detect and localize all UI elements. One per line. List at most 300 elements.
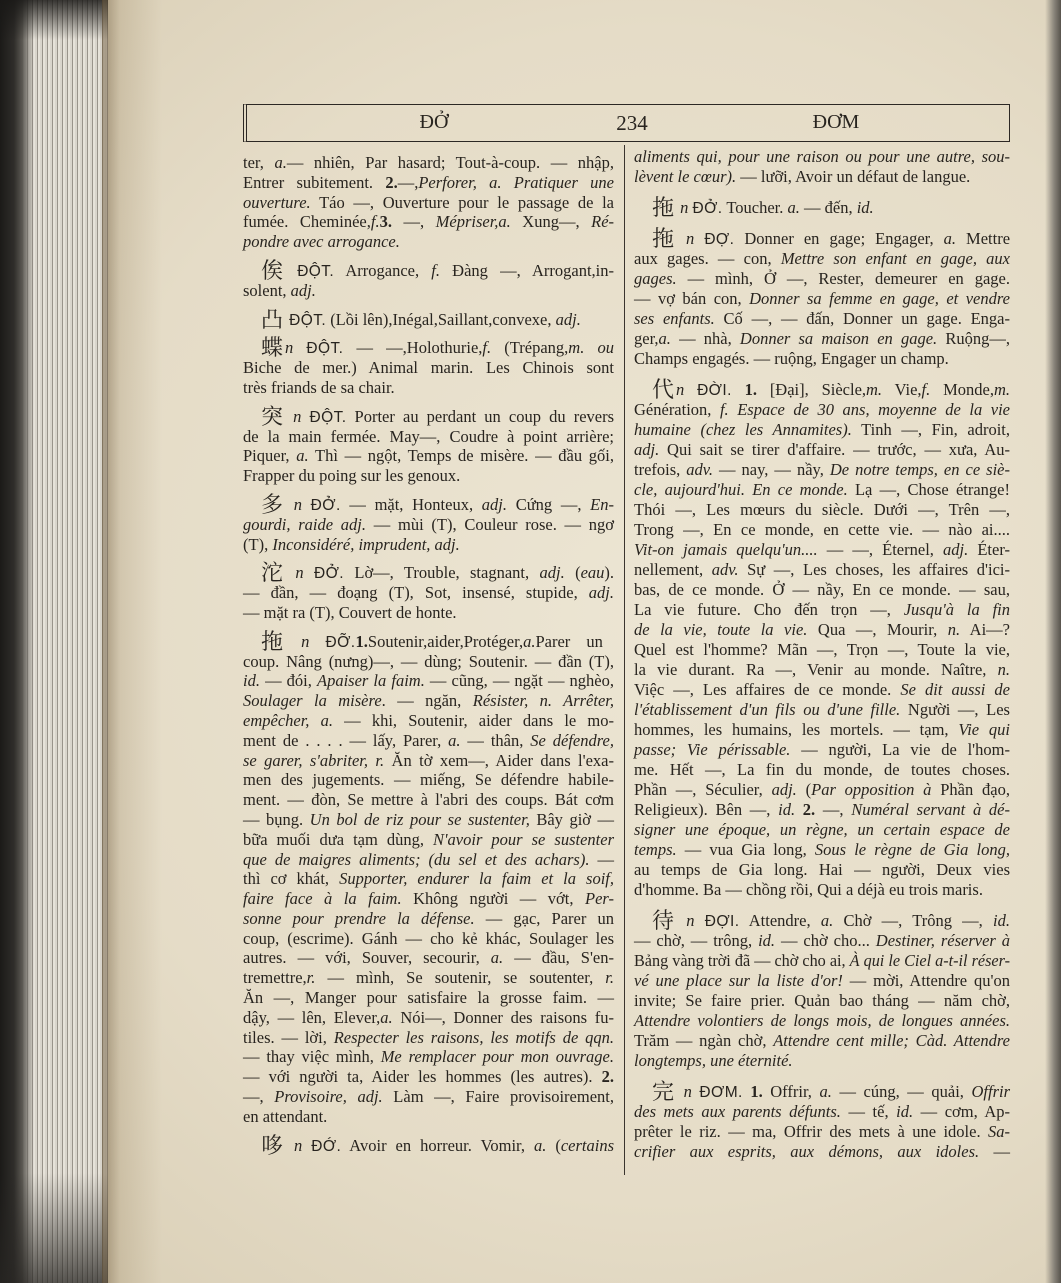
italic-text: que de maigres aliments; (du sel et des achars). xyxy=(243,849,590,869)
italic-text: a. xyxy=(533,1135,547,1155)
headword: ĐỞ. xyxy=(314,565,345,583)
italic-text: Perforer, a. Pratiquer une xyxy=(418,172,614,192)
headword: ĐỘT. xyxy=(306,340,344,358)
line-text xyxy=(261,306,581,332)
headword: ĐỜI. xyxy=(697,382,732,399)
text-line xyxy=(634,1011,1010,1031)
line-text xyxy=(634,740,1010,760)
text-line xyxy=(634,440,1010,460)
text-line xyxy=(243,909,614,929)
roman-text: thì cơ khát, xyxy=(243,869,340,889)
text-line xyxy=(243,560,615,586)
roman-text: Piquer, xyxy=(243,446,297,466)
italic-text: a. xyxy=(523,631,536,651)
italic-text: l'établissement d'un fils ou d'une fille. xyxy=(634,700,901,719)
text-line xyxy=(634,269,1010,289)
italic-text: Attendre volontiers de longs mois, de longues années. xyxy=(634,1011,1010,1030)
text-line xyxy=(634,289,1010,309)
line-text xyxy=(261,403,615,429)
italic-text: Donner sa femme en gage, et vendre xyxy=(749,289,1010,308)
line-text xyxy=(243,691,614,711)
italic-text: a. xyxy=(787,198,800,217)
text-line xyxy=(243,628,614,654)
line-text xyxy=(634,1122,1010,1142)
text-line xyxy=(243,212,614,232)
page-number: 234 xyxy=(616,111,648,135)
roman-text: — bụng. xyxy=(243,809,310,829)
text-line xyxy=(243,466,614,486)
text-line xyxy=(634,420,1010,440)
text-line xyxy=(243,446,614,466)
roman-text xyxy=(676,911,686,930)
italic-text: f. xyxy=(431,260,441,280)
roman-text: Đàng —, Arrogant,in- xyxy=(440,260,614,280)
italic-text: adj. xyxy=(555,309,581,329)
italic-text: adj. xyxy=(771,780,797,799)
roman-text: Porter au perdant un coup du revers xyxy=(346,406,615,426)
roman-text: Thói —, Les mœurs du siècle. Dưới —, Trên —, xyxy=(634,500,1010,519)
italic-text: Offrir xyxy=(971,1082,1011,1101)
line-text xyxy=(243,988,614,1008)
text-line xyxy=(634,1142,1010,1162)
roman-text xyxy=(676,229,686,248)
text-line xyxy=(634,147,1010,167)
headword: ĐỘT. xyxy=(309,408,347,426)
roman-text: en attendant. xyxy=(243,1106,328,1126)
roman-text: Donner en gage; Engager, xyxy=(734,229,944,248)
italic-text: a. xyxy=(380,1007,393,1027)
sense-number: 2. xyxy=(601,1067,614,1087)
text-line xyxy=(634,1122,1010,1142)
roman-text: — mời, Attendre qu'on xyxy=(842,971,1010,990)
headword: ĐỢ. xyxy=(704,231,735,248)
text-line xyxy=(634,760,1010,780)
roman-text: Cố —, — đấn, Donner un gage. Enga- xyxy=(714,309,1010,328)
roman-text: Religieux). Bên —, xyxy=(634,800,779,819)
italic-text: vé une place sur la liste d'or! xyxy=(634,971,843,990)
line-text xyxy=(243,193,614,213)
roman-text: Génération, xyxy=(634,400,720,419)
italic-text: Apaiser la faim. xyxy=(317,671,425,691)
line-text xyxy=(243,671,614,691)
italic-text: certains xyxy=(560,1135,615,1155)
line-text xyxy=(243,358,614,378)
roman-text: solent, xyxy=(243,280,291,300)
line-text xyxy=(634,520,1010,540)
italic-text: Soulager la misère xyxy=(243,691,382,711)
text-line xyxy=(634,991,1010,1011)
headword: ĐỞ. xyxy=(310,496,341,514)
roman-text: Arrogance, xyxy=(334,260,432,280)
line-text xyxy=(634,1051,793,1071)
text-line xyxy=(634,400,1010,420)
roman-text: d'homme. Ba — chồng rồi, Qui a déjà eu trois maris. xyxy=(634,880,983,899)
dictionary-entry xyxy=(243,306,614,332)
roman-text xyxy=(732,380,745,399)
italic-text: Inconsidéré, imprudent, adj. xyxy=(272,534,460,554)
line-text xyxy=(634,1031,1010,1051)
italic-text: aliments qui, pour une raison ou pour une autre, sou- xyxy=(634,147,1010,166)
roman-text: Champs engagés. — ruộng, Engager un champ. xyxy=(634,349,949,368)
roman-text: Xung—, xyxy=(510,212,592,232)
roman-text: Frapper du poing sur les genoux. xyxy=(243,466,461,486)
text-line xyxy=(243,929,614,949)
text-line xyxy=(634,500,1010,520)
roman-text: — mùi (T), Couleur rose. — ngơ xyxy=(366,514,615,534)
italic-text: sonne pour prendre la défense. xyxy=(243,908,475,928)
text-line xyxy=(634,840,1010,860)
italic-text: adj. xyxy=(539,563,565,583)
roman-text xyxy=(795,800,803,819)
line-text xyxy=(243,153,614,173)
text-line xyxy=(243,378,614,398)
roman-text: — xyxy=(979,1142,1011,1161)
text-line xyxy=(243,869,614,889)
italic-text: signer une époque, un règne, un certain espace de xyxy=(634,820,1010,839)
italic-text: Se dit aussi de xyxy=(900,680,1010,699)
roman-text: . — ngăn, xyxy=(381,691,473,711)
text-line xyxy=(634,860,1010,880)
italic-text: a. xyxy=(274,153,287,172)
line-text xyxy=(243,212,614,232)
dictionary-entry xyxy=(634,377,1010,900)
italic-text: gourdi, raide adj. xyxy=(243,514,367,534)
roman-text: La vie future. Cho đến trọn —, xyxy=(634,600,904,619)
italic-text: id. xyxy=(896,1102,914,1121)
roman-text: —, xyxy=(243,1087,275,1107)
roman-text: bữa muối dưa tạm dùng, xyxy=(243,829,434,849)
italic-text: adv. xyxy=(711,560,739,579)
text-line xyxy=(243,751,614,771)
line-text xyxy=(634,931,1010,951)
roman-text: — lưỡi, Avoir un défaut de langue. xyxy=(736,167,971,186)
italic-text: ouverture. xyxy=(243,192,311,212)
italic-text: id. xyxy=(243,671,260,691)
roman-text: — nhiên, Par hasard; Tout-à-coup. — nhập, xyxy=(286,153,614,172)
headword: ĐỞ. xyxy=(692,200,723,217)
italic-text: f. xyxy=(482,338,492,358)
sense-number: 1. xyxy=(744,380,757,399)
headword: ĐỚ. xyxy=(311,1137,342,1155)
italic-text: Ré- xyxy=(591,212,615,232)
text-line xyxy=(634,820,1010,840)
roman-text: Offrir, xyxy=(762,1082,820,1101)
roman-text: men des jugements. — miếng, Se défendre habile- xyxy=(243,770,614,790)
roman-text: Trăm — ngàn chờ, xyxy=(634,1031,774,1050)
text-line xyxy=(243,491,614,517)
line-text xyxy=(243,1067,614,1087)
roman-text: — —, Éternel, xyxy=(817,540,944,559)
text-line xyxy=(243,335,614,361)
roman-text: — người, La vie de l'hom- xyxy=(790,740,1010,759)
line-text xyxy=(634,500,1010,520)
roman-text: fumée. Cheminée, xyxy=(243,212,371,232)
text-line xyxy=(243,948,614,968)
roman-text: dậy, — lên, Elever, xyxy=(243,1007,381,1027)
text-line xyxy=(634,1102,1010,1122)
roman-text: hommes, les humains, les mortels. — tạm, xyxy=(634,720,959,739)
text-line xyxy=(634,377,1010,402)
roman-text: ( xyxy=(796,780,812,799)
column-divider xyxy=(624,145,625,1175)
dictionary-entry xyxy=(634,908,1011,1071)
italic-text: a. xyxy=(296,446,309,466)
text-line xyxy=(634,195,1010,220)
italic-text: n xyxy=(686,229,695,248)
text-line xyxy=(243,1107,614,1127)
line-text xyxy=(243,770,614,790)
roman-text: Người —, Les xyxy=(900,700,1010,719)
roman-text: ment de . . . . — lấy, Parer, xyxy=(243,730,449,750)
roman-text: — chờ cho... xyxy=(775,931,876,950)
italic-text: Un bol de riz pour se sustenter, xyxy=(309,809,530,829)
line-text xyxy=(634,167,970,187)
roman-text: nellement, xyxy=(634,560,712,579)
italic-text: adj. xyxy=(290,280,316,300)
headword: ĐỢI. xyxy=(704,913,740,930)
roman-text xyxy=(684,380,697,399)
chinese-character: 突 xyxy=(261,403,284,429)
text-line xyxy=(243,306,614,332)
text-line xyxy=(634,460,1010,480)
italic-text: Sous le règne de Gia long, xyxy=(814,840,1010,859)
text-line xyxy=(243,358,614,378)
italic-text: Jusqu'à la fin xyxy=(903,600,1010,619)
roman-text: — đần, — đoạng (T), Sot, insensé, stupide, xyxy=(243,583,589,603)
roman-text: Ăn —, Manger pour satisfaire la grosse faim. — xyxy=(243,988,614,1008)
italic-text: Attendre cent mille; Càd. Attendre xyxy=(773,1031,1010,1050)
italic-text: Vie qui xyxy=(958,720,1010,739)
text-line xyxy=(243,810,614,830)
text-line xyxy=(243,1067,614,1087)
text-line xyxy=(243,671,614,691)
text-line xyxy=(243,173,614,193)
roman-text: — với người ta, Aider les hommes (les autres). xyxy=(243,1067,602,1087)
chinese-character: 沱 xyxy=(261,560,284,586)
roman-text: Vie, xyxy=(882,380,922,399)
line-text xyxy=(243,810,614,830)
italic-text: N'avoir pour se sustenter xyxy=(433,829,614,849)
roman-text xyxy=(309,632,325,651)
italic-text: pondre avec arrogance. xyxy=(243,232,400,252)
text-line xyxy=(634,309,1010,329)
italic-text: r. xyxy=(306,968,316,988)
line-text xyxy=(243,173,614,193)
italic-text: a. xyxy=(448,730,461,750)
roman-text xyxy=(285,632,301,651)
running-head-first-word: ĐỞ xyxy=(419,111,449,133)
roman-text: Avoir en horreur. Vomir, xyxy=(341,1135,534,1155)
roman-text: tiles. — lời, xyxy=(243,1027,334,1047)
italic-text: À qui le Ciel a-t-il réser- xyxy=(849,951,1010,970)
roman-text: me. Hết —, La fin du monde, de toutes choses. xyxy=(634,760,1010,779)
text-line xyxy=(243,1028,614,1048)
italic-text: Per- xyxy=(585,889,614,909)
text-line xyxy=(243,153,614,173)
dictionary-entry xyxy=(243,1132,615,1158)
roman-text: — mình, Se soutenir, se soutenter, xyxy=(315,968,606,988)
text-line xyxy=(634,1031,1010,1051)
line-text xyxy=(652,908,1011,933)
chinese-character: 待 xyxy=(652,908,675,933)
line-text xyxy=(634,480,1010,500)
roman-text: Toucher. xyxy=(722,198,788,217)
line-text xyxy=(243,232,400,252)
italic-text: lèvent le cœur). xyxy=(634,167,737,186)
line-text xyxy=(243,652,614,672)
roman-text xyxy=(301,407,309,426)
italic-text: f. xyxy=(370,212,380,232)
chinese-character: 哆 xyxy=(261,1132,284,1158)
italic-text: faire face à la faim. xyxy=(243,889,402,909)
line-text xyxy=(634,560,1010,580)
italic-text: m. ou xyxy=(568,338,614,358)
text-line xyxy=(243,403,615,429)
roman-text: — mặt ra (T), Couvert de honte. xyxy=(243,602,457,622)
line-text xyxy=(634,660,1010,680)
italic-text: a. xyxy=(658,329,671,348)
italic-text: id. xyxy=(778,800,796,819)
roman-text: — khi, Soutenir, aider dans le mo- xyxy=(332,710,614,730)
roman-text xyxy=(304,563,314,582)
roman-text: — vợ bán con, xyxy=(634,289,750,308)
line-text xyxy=(634,620,1010,640)
text-line xyxy=(634,167,1010,187)
italic-text: f. xyxy=(921,380,931,399)
line-text xyxy=(634,700,1010,720)
line-text xyxy=(634,349,949,369)
line-text xyxy=(634,440,1010,460)
line-text xyxy=(634,420,1010,440)
text-line xyxy=(634,249,1010,269)
dictionary-entry xyxy=(243,491,615,554)
roman-text: autres. — với, Souver, secourir, xyxy=(243,948,491,968)
line-text xyxy=(634,780,1010,800)
italic-text: n xyxy=(293,406,302,426)
text-line xyxy=(243,770,614,790)
roman-text: (T), xyxy=(243,534,273,554)
line-text xyxy=(634,580,1010,600)
line-text xyxy=(634,460,1010,480)
line-text xyxy=(243,731,614,751)
roman-text: Lạ —, Chose étrange! xyxy=(847,480,1010,499)
text-line xyxy=(634,540,1010,560)
italic-text: Se défendre, xyxy=(530,730,614,750)
line-text xyxy=(243,1008,614,1028)
roman-text xyxy=(285,563,295,582)
running-head-box xyxy=(243,104,1010,142)
line-text xyxy=(243,909,614,929)
roman-text: coup. Nâng (nưng)—, — dùng; Soutenir. — đần (T), xyxy=(243,651,614,671)
text-line xyxy=(634,226,1011,251)
italic-text: n xyxy=(676,380,685,399)
italic-text: n xyxy=(680,198,689,217)
line-text xyxy=(634,1011,1010,1031)
roman-text: — đói, xyxy=(259,671,317,691)
line-text xyxy=(634,289,1010,309)
roman-text: Thì — ngột, Temps de misère. — đầu gối, xyxy=(308,446,614,466)
italic-text: Mettre son enfant en gage, aux xyxy=(780,249,1010,268)
text-line xyxy=(634,880,1010,900)
line-text xyxy=(261,257,614,283)
roman-text: — tế, xyxy=(840,1102,897,1121)
text-line xyxy=(243,281,614,301)
text-line xyxy=(634,971,1010,991)
text-line xyxy=(243,1087,614,1107)
italic-text: f. Espace de 30 ans, moyenne de la vie xyxy=(719,400,1010,419)
roman-text: — đến, xyxy=(799,198,857,217)
roman-text: coup, (escrime). Gánh — cho kẻ khác, Soulager les xyxy=(243,928,614,948)
text-line xyxy=(243,515,614,535)
roman-text: — thay việc mình, xyxy=(243,1047,381,1067)
roman-text: — cơm, Ap- xyxy=(913,1102,1010,1121)
italic-text: n. xyxy=(997,660,1010,679)
roman-text: bas, de ce monde. Ở — nầy, En ce monde. — sau, xyxy=(634,580,1010,599)
left-column xyxy=(243,153,615,1158)
line-text xyxy=(634,147,1010,167)
dictionary-entry xyxy=(243,153,614,252)
italic-text: adj. xyxy=(588,583,614,603)
chinese-character: 代 xyxy=(652,377,675,402)
line-text xyxy=(243,869,614,889)
roman-text: Biche de mer.) Animal marin. Les Chinois sont xyxy=(243,358,614,378)
roman-text: Bây giờ — xyxy=(529,809,615,829)
roman-text: Qua —, Mourir, xyxy=(807,620,948,639)
italic-text: Donner sa maison en gage. xyxy=(739,329,938,348)
roman-text: prêter le riz. — ma, Offrir des mets à une idole. xyxy=(634,1122,988,1141)
line-text xyxy=(243,790,614,810)
roman-text: Táo —, Ouverture pour le passage de la xyxy=(310,192,614,212)
roman-text: — nhà, xyxy=(670,329,740,348)
dictionary-entry xyxy=(634,195,1010,220)
roman-text: — đầu, S'en- xyxy=(503,948,614,968)
text-line xyxy=(243,850,614,870)
roman-text: Chờ —, Trông —, xyxy=(833,911,994,930)
roman-text: —, xyxy=(815,800,852,819)
line-text xyxy=(652,195,874,220)
roman-text: Ai—? xyxy=(960,620,1010,639)
text-line xyxy=(634,720,1010,740)
italic-text: Vit-on jamais quelqu'un.... xyxy=(634,540,818,559)
text-line xyxy=(634,560,1010,580)
text-line xyxy=(243,711,614,731)
roman-text: Quel est l'homme? Mãn —, Trọn —, Toute la vie, xyxy=(634,640,1010,659)
italic-text: Respecter les raisons, les motifs de qqn. xyxy=(333,1027,614,1047)
line-text xyxy=(634,951,1010,971)
line-text xyxy=(243,603,457,623)
roman-text xyxy=(285,407,293,426)
roman-text: — chờ, — trông, xyxy=(634,931,759,950)
chinese-character: 拖 xyxy=(652,226,675,251)
line-text xyxy=(243,830,614,850)
italic-text: passe; Vie périssable. xyxy=(634,740,791,759)
text-line xyxy=(243,968,614,988)
book-page-edges xyxy=(0,0,108,1283)
dictionary-entry xyxy=(243,257,614,301)
line-text xyxy=(634,1102,1010,1122)
roman-text: très friands de sa chair. xyxy=(243,377,395,397)
line-text xyxy=(261,1132,615,1158)
text-line xyxy=(243,691,614,711)
roman-text: ter, xyxy=(243,153,275,172)
text-line xyxy=(243,988,614,1008)
roman-text: Không người — vớt, xyxy=(401,889,585,909)
text-line xyxy=(634,600,1010,620)
roman-text: — mặt, Honteux, xyxy=(340,494,482,514)
italic-text: adv. xyxy=(686,460,714,479)
roman-text: invite; Se faire prier. Quản bao tháng — năm chờ, xyxy=(634,991,1010,1010)
text-line xyxy=(634,908,1011,933)
